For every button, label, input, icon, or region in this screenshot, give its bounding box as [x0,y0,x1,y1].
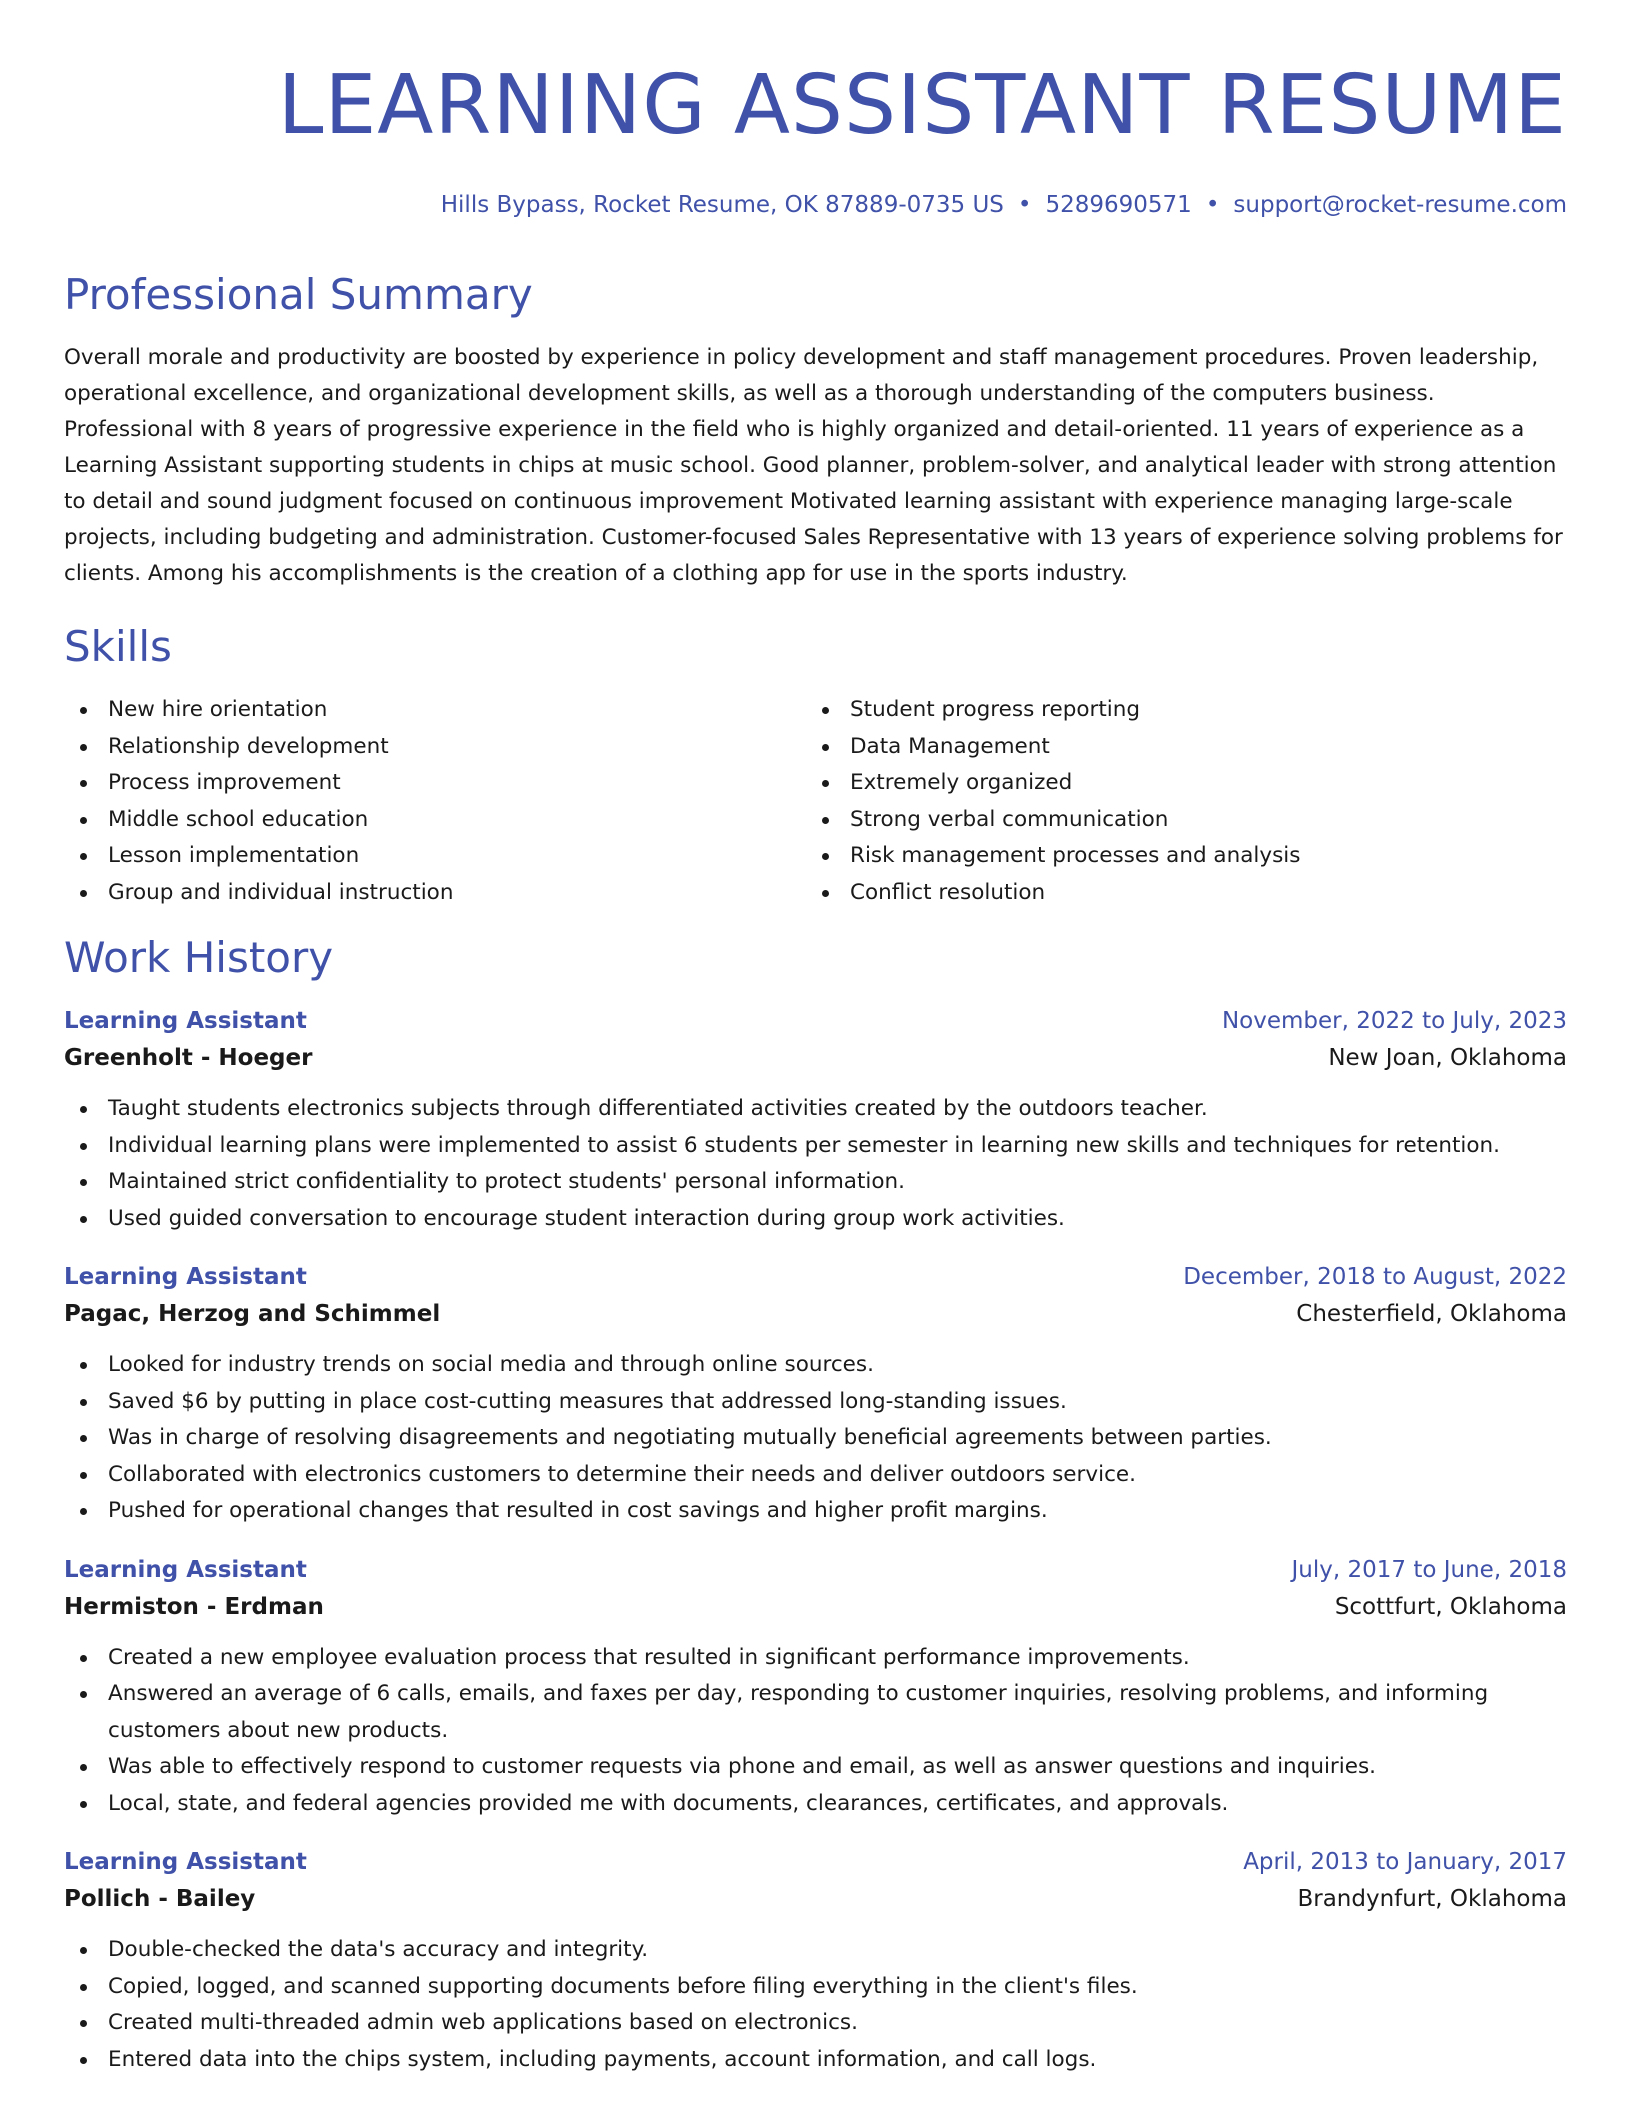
job-entry [64,1552,1567,1823]
duty-item: Collaborated with electronics customers to determine their needs and deliver outdoors service. [64,1457,1567,1494]
job-company: Pagac, Herzog and Schimmel [64,1301,441,1327]
summary-heading: Professional Summary [64,270,533,319]
job-dates: April, 2013 to January, 2017 [1243,1849,1567,1875]
job-title: Learning Assistant [64,1849,307,1875]
job-title: Learning Assistant [64,1556,307,1583]
job-dates: July, 2017 to June, 2018 [1291,1556,1567,1583]
job-title: Learning Assistant [64,1264,307,1290]
skill-item: Risk management processes and analysis [806,838,1548,875]
summary-text: Overall morale and productivity are boosted by experience in policy development and staff management procedures. Proven leadership, operational excellence, and organizational development skills, as well as a thorough understanding of the computers business. Professional with 8 years of progressive experience in the field who is highly organized and detail-oriented. 11 years of experience as a Learning Assistant supporting students in chips at music school. Good planner, problem-solver, and analytical leader with strong attention to detail and sound judgment focused on continuous improvement Motivated learning assistant with experience managing large-scale projects, including budgeting and administration. Customer-focused Sales Representative with 13 years of experience solving problems for clients. Among his accomplishments is the creation of a clothing app for use in the sports industry. [64,345,1563,586]
duty-item: Saved $6 by putting in place cost-cutting measures that addressed long-standing issues. [64,1384,1567,1421]
job-title: Learning Assistant [64,1008,307,1034]
job-location: Scottfurt, Oklahoma [1334,1593,1567,1620]
job-location: Chesterfield, Oklahoma [1296,1301,1567,1327]
skill-item: Relationship development [64,729,806,766]
contact-phone: 5289690571 [1045,192,1192,218]
job-company: Hermiston - Erdman [64,1593,324,1620]
job-dates: November, 2022 to July, 2023 [1221,1008,1567,1034]
duty-item: Maintained strict confidentiality to protect students' personal information. [64,1164,1567,1201]
skills-column-left [64,692,806,911]
skills-list [64,692,1567,911]
job-duties [64,1091,1567,1237]
contact-email: support@rocket-resume.com [1233,192,1567,218]
contact-separator: • [1017,192,1032,218]
skill-item: Group and individual instruction [64,875,806,912]
job-dates: December, 2018 to August, 2022 [1183,1264,1567,1290]
job-entry [64,1259,1567,1530]
duty-item: Individual learning plans were implemented to assist 6 students per semester in learning new skills and techniques for retention. [64,1128,1567,1165]
skill-item: Student progress reporting [806,692,1548,729]
contact-address: Hills Bypass, Rocket Resume, OK 87889-0735 US [440,192,1004,218]
duty-item: Used guided conversation to encourage student interaction during group work activities. [64,1201,1567,1238]
skill-item: Data Management [806,729,1548,766]
skill-item: Extremely organized [806,765,1548,802]
duty-item: Taught students electronics subjects through differentiated activities created by the outdoors teacher. [64,1091,1567,1128]
duty-item: Created a new employee evaluation process that resulted in significant performance improvements. [64,1640,1567,1677]
work-history-heading: Work History [64,933,334,982]
duty-item: Created multi-threaded admin web applications based on electronics. [64,2005,1567,2042]
duty-item: Was in charge of resolving disagreements and negotiating mutually beneficial agreements between parties. [64,1420,1567,1457]
skills-column-right [806,692,1548,911]
job-location: New Joan, Oklahoma [1328,1045,1567,1071]
duty-item: Copied, logged, and scanned supporting documents before filing everything in the client's files. [64,1969,1567,2006]
job-company: Greenholt - Hoeger [64,1045,313,1071]
skill-item: Lesson implementation [64,838,806,875]
skill-item: Process improvement [64,765,806,802]
resume-page [64,48,1567,2078]
job-duties [64,1347,1567,1530]
skills-heading: Skills [64,622,172,671]
job-entry [64,1844,1567,2078]
job-duties [64,1640,1567,1823]
duty-item: Double-checked the data's accuracy and integrity. [64,1932,1567,1969]
duty-item: Looked for industry trends on social media and through online sources. [64,1347,1567,1384]
skill-item: Strong verbal communication [806,802,1548,839]
job-company: Pollich - Bailey [64,1886,256,1912]
work-history-list [64,1003,1567,2078]
skill-item: New hire orientation [64,692,806,729]
contact-separator: • [1205,192,1220,218]
duty-item: Was able to effectively respond to customer requests via phone and email, as well as answer questions and inquiries. [64,1749,1567,1786]
skill-item: Middle school education [64,802,806,839]
job-location: Brandynfurt, Oklahoma [1297,1886,1567,1912]
duty-item: Entered data into the chips system, including payments, account information, and call logs. [64,2042,1567,2079]
contact-line [64,190,1567,220]
duty-item: Answered an average of 6 calls, emails, and faxes per day, responding to customer inquiries, resolving problems, and informing customers about new products. [64,1676,1567,1749]
job-duties [64,1932,1567,2078]
skill-item: Conflict resolution [806,875,1548,912]
job-entry [64,1003,1567,1237]
duty-item: Pushed for operational changes that resulted in cost savings and higher profit margins. [64,1493,1567,1530]
resume-title: LEARNING ASSISTANT RESUME [277,58,1567,153]
duty-item: Local, state, and federal agencies provided me with documents, clearances, certificates, and approvals. [64,1786,1567,1823]
